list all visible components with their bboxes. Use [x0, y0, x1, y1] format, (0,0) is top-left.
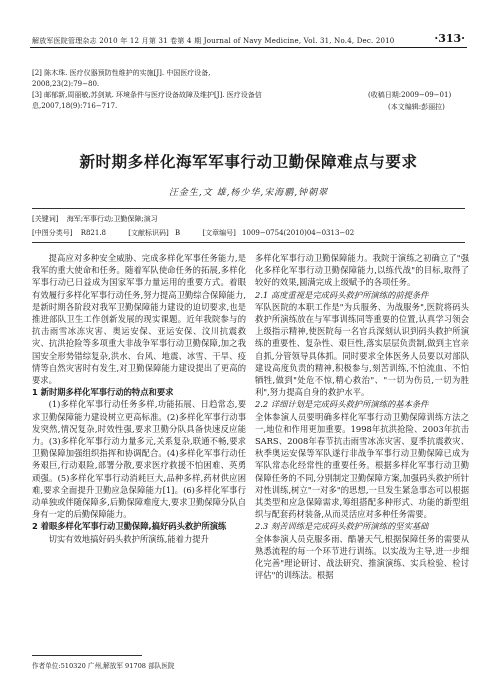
editor-note: (本文编辑:彭丽拉) — [388, 103, 445, 111]
reference-item: [3] 邮郁新,周丽敏,苏剑斌. 环境条件与医疗设备故障及维护[J]. 医疗设备信息,2007,18(9):716−717. — [32, 91, 262, 110]
article-no: 1009−0754(2010)04−0313−02 — [242, 229, 355, 237]
received-date: (收稿日期:2009−09−01) — [368, 91, 452, 99]
page-number: ·313· — [434, 32, 465, 45]
running-header: 解放军医院管理杂志 2010 年 12 月第 31 卷第 4 期 Journal of Navy Medicine, Vol. 31, No.4, Dec. 2010 — [32, 37, 395, 45]
body-paragraph: 军队医院的本职工作是"为兵服务、为战服务",医院将码头救护所演练放在与军事训练同等重要的位置,认真学习领会上级指示精神,使医院每一名官兵深刻认识到码头救护所演练的重要性、复杂性、艰巨性,落实层层负责制,做到主官亲自抓,分管领导具体抓。同时要求全体医务人员要以对部队建设高度负责的精神,积极参与,刻苦训练,不怕流血、不怕牺牲,做到"处危不惊,精心救治"、"一切为伤员,一切为胜利",努力提高自身的救护水平。 — [255, 301, 469, 398]
section-heading: 1 新时期多样化军事行动的特点和要求 — [32, 387, 174, 398]
section-heading: 2 着眼多样化军事行动卫勤保障,搞好码头救护所演练 — [32, 521, 227, 532]
meta-rule-top — [32, 208, 465, 209]
meta-rule-bottom — [32, 242, 465, 243]
subsection-heading: 2.3 刻苦训练是完成码头救护所演练的坚实基础 — [255, 521, 429, 532]
footnote-rule — [32, 655, 142, 656]
body-paragraph: 全体参演人员克服多雨、酷暑天气,根据保障任务的需要从熟悉流程的每一个环节进行训练。以实战为主导,进一步细化完善"理论研讨、战法研究、推演演练、实兵检验、检讨评估"的训练法。根据 — [255, 533, 469, 581]
body-paragraph: 多样化军事行动卫勤保障能力。我院于演练之初确立了"强化多样化军事行动卫勤保障能力,以练代战"的目标,取得了较好的效果,圆满完成上级赋予的各项任务。 — [255, 253, 469, 288]
keywords-label: [关键词] — [32, 215, 59, 223]
article-title: 新时期多样化海军军事行动卫勤保障难点与要求 — [79, 153, 418, 171]
keywords-line — [32, 214, 158, 224]
doc-code: B — [174, 229, 181, 237]
right-column — [255, 252, 469, 581]
doc-code-label: [文献标识码] — [128, 229, 169, 237]
body-paragraph: 提高应对多种安全威胁、完成多样化军事任务能力,是我军的重大使命和任务。随着军队使命任务的拓展,多样化军事行动已日益成为国家军事力量运用的重要方式。着眼有效履行多样化军事行动任务,努力提高卫勤综合保障能力,是新时期各阶段对我军卫勤保障能力建设的迫切要求,也是推进部队卫生工作创新发展的现实课题。近年我院参与的抗击雨雪冰冻灾害、奥运安保、亚运安保、汶川抗震救灾、抗洪抢险等多项重大非战争军事行动卫勤保障,加之我国安全形势错综复杂,洪水、台风、地震、冰雪、干旱、疫情等自然灾害时有发生,对卫勤保障能力建设提出了更高的要求。 — [32, 253, 246, 386]
keywords: 海军;军事行动;卫勤保障;演习 — [66, 215, 158, 223]
author-affiliation: 作者单位:510320 广州,解放军 91708 部队医院 — [32, 662, 175, 670]
body-paragraph: (1)多样化军事行动任务多样,功能拓展、日趋常态,要求卫勤保障能力建设树立更高标准。(2)多样化军事行动事发突然,情况复杂,时效性强,要求卫勤分队具备快速反应能力。(3)多样化军事行动力量多元,关系复杂,联通不畅,要求卫勤保障加强组织指挥和协调配合。(4)多样化军事行动任务艰巨,行动艰险,部署分散,要求医疗救援不怕困难、英勇顽强。(5)多样化军事行动消耗巨大,品种多样,药材供应困难,要求全面提升卫勤应急保障能力[1]。(6)多样化军事行动单独或伴随保障多,后勤保障难度大,要求卫勤保障分队自身有一定的后勤保障能力。 — [32, 399, 246, 520]
header-rule — [30, 47, 467, 48]
body-paragraph: 切实有效地搞好码头救护所演练,能着力提升 — [48, 533, 209, 544]
article-no-label: [文章编号] — [202, 229, 236, 237]
article-authors: 汪金生,文 雄,杨少华,宋海鹏,钟朝翠 — [168, 188, 329, 198]
subsection-heading: 2.1 高度重视是完成码头救护所演练的前提条件 — [255, 289, 429, 300]
clc-code: R821.8 — [80, 229, 107, 237]
reference-item: [2] 陈木珠. 医疗仪器预防性维护的实施[J]. 中国医疗设备, 2008,23(2):79−80. — [32, 69, 211, 88]
body-paragraph: 全体参演人员要明确多样化军事行动卫勤保障训练方法之一,地位和作用更加重要。1998年抗洪抢险、2003年抗击SARS、2008年春节抗击雨雪冰冻灾害、夏季抗震救灾、秋季奥运安保等军队遂行非战争军事行动卫勤保障已成为军队常态化经常性的重要任务。根据多样化军事行动卫勤保障任务的不同,分别制定卫勤保障方案,加强码头救护所针对性训练,树立"一对多"的思想,一旦发生紧急事态可以根据其类型和应急保障需求,筹组搭配多种形式、功能的新型组织与配套药材装备,从而灵活应对多种任务需要。 — [255, 411, 469, 520]
classification-line — [32, 228, 472, 238]
left-column — [32, 252, 246, 545]
subsection-heading: 2.2 详细计划是完成码头救护所演练的基本条件 — [255, 399, 429, 410]
clc-label: [中图分类号] — [32, 229, 73, 237]
